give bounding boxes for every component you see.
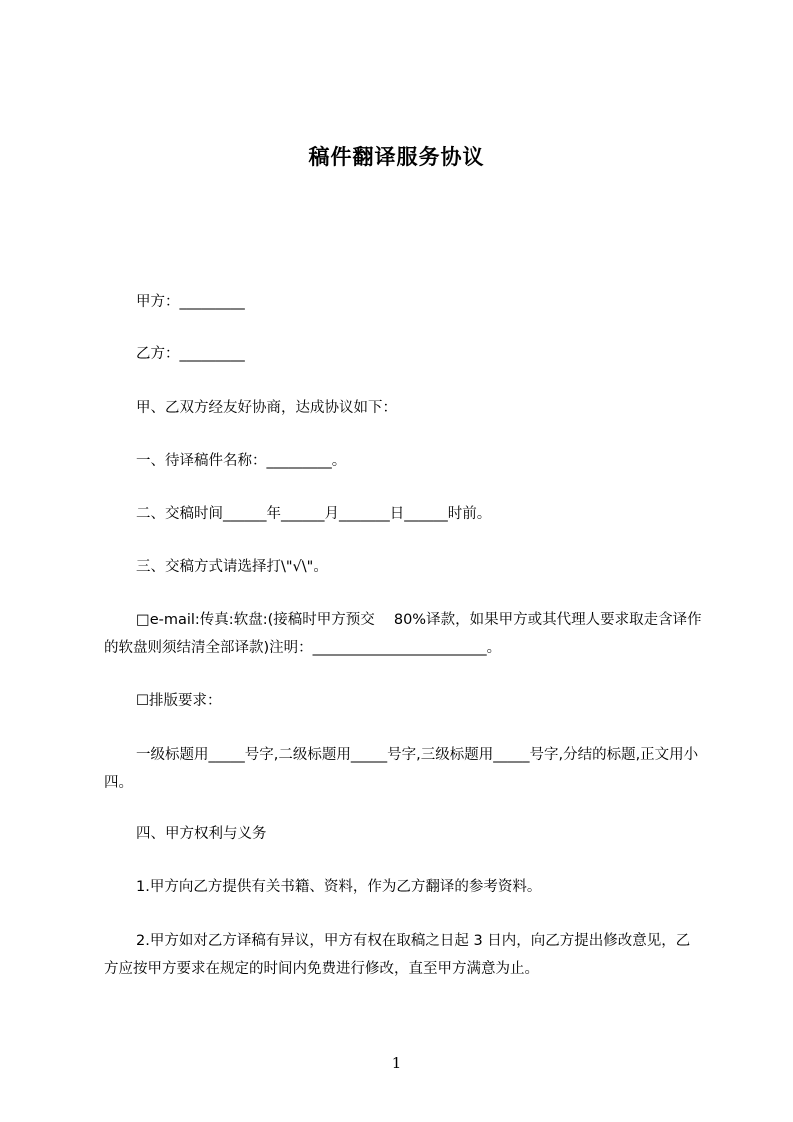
clause-1: 1.甲方向乙方提供有关书籍、资料，作为乙方翻译的参考资料。 xyxy=(136,879,542,895)
page-title: 稿件翻译服务协议 xyxy=(308,145,485,169)
delivery-options-paragraph: □e-mail:传真:软盘:(接稿时甲方预交 80%译款，如果甲方或其代理人要求取走含译作的软盘则须结清全部译款)注明：________________________。 xyxy=(104,612,702,656)
layout-detail-paragraph: 一级标题用_____号字,二级标题用_____号字,三级标题用_____号字,分结的标题,正文用小四。 xyxy=(104,747,699,791)
intro-paragraph: 甲、乙双方经友好协商，达成协议如下： xyxy=(136,400,397,416)
item-2: 二、交稿时间______年______月_______日______时前。 xyxy=(136,506,492,522)
clause-2-paragraph: 2.甲方如对乙方译稿有异议，甲方有权在取稿之日起 3 日内，向乙方提出修改意见，乙方应按甲方要求在规定的时间内免费进行修改，直至甲方满意为止。 xyxy=(104,933,691,977)
party-a-line: 甲方：_________ xyxy=(136,294,245,310)
layout-requirement-heading: ☐排版要求： xyxy=(136,693,222,709)
item-1: 一、待译稿件名称：_________。 xyxy=(136,453,347,469)
page-number: 1 xyxy=(391,1054,402,1072)
section-4-heading: 四、甲方权利与义务 xyxy=(136,826,267,842)
item-3: 三、交稿方式请选择打\"√\"。 xyxy=(136,559,328,575)
party-b-line: 乙方：_________ xyxy=(136,346,245,362)
